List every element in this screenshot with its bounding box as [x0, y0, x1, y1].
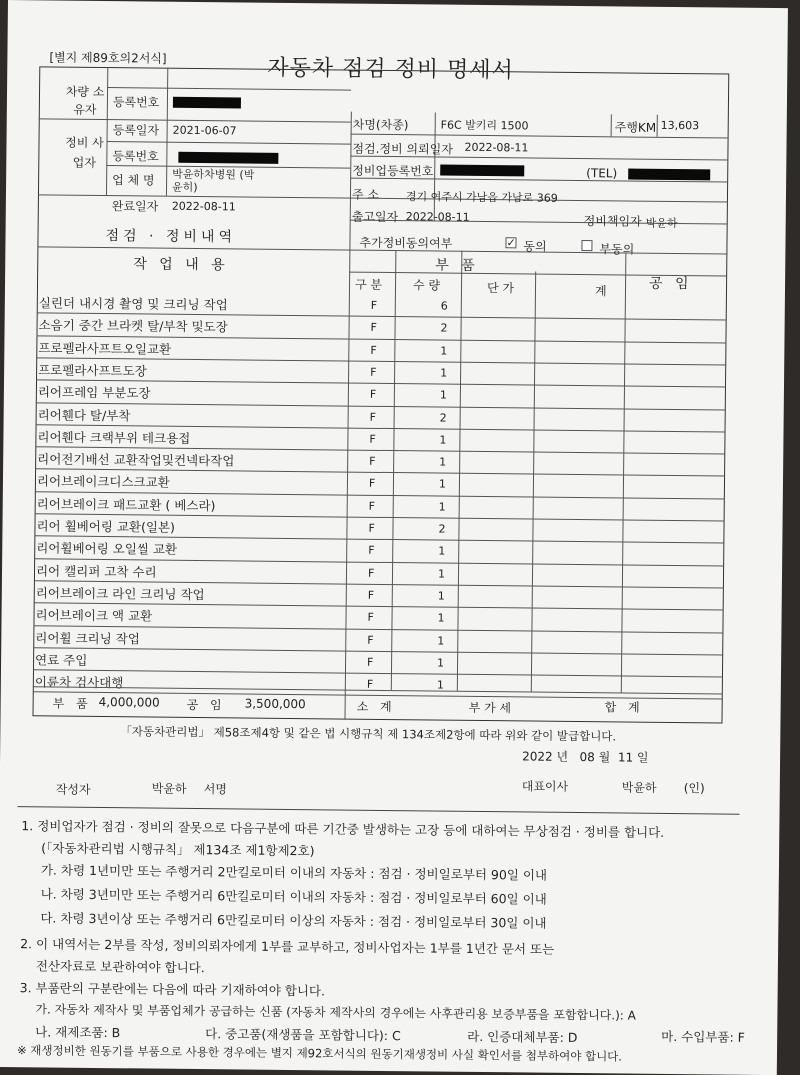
item-type: F: [370, 298, 378, 312]
item-qty: 6: [440, 299, 448, 313]
item-work: 리어 휠베어링 교환(일본): [36, 518, 176, 535]
note-1-a: 가. 차령 1년미만 또는 주행거리 2만킬로미터 이내의 자동차 : 점검 · 정비일로부터 90일 이내: [40, 862, 548, 883]
note-2-cont: 전산자료로 보관하여야 합니다.: [35, 958, 205, 976]
model-value: F6C 발키리 1500: [440, 118, 529, 133]
address-value: 경기 여주시 가남읍 가남로 369: [405, 190, 558, 205]
release-label: 출고일자: [351, 209, 399, 225]
year: 2022: [522, 749, 553, 764]
agree-label: 동의: [523, 239, 547, 254]
agree-checkbox[interactable]: ✓: [506, 236, 516, 250]
owner-section-label: 차량 소유자: [65, 84, 105, 117]
owner-reg-date-label: 등록일자: [112, 123, 160, 138]
item-type: F: [370, 343, 377, 357]
redaction-bar: [440, 165, 524, 177]
sign-label: 서명: [203, 782, 228, 797]
item-qty: 1: [439, 433, 447, 447]
month: 08: [579, 750, 595, 765]
item-type: F: [370, 321, 377, 335]
item-type: F: [368, 499, 376, 513]
col-type: 구 분: [354, 277, 383, 292]
item-type: F: [370, 365, 377, 379]
manager-label: 정비책임자: [583, 214, 642, 229]
item-type: F: [366, 677, 374, 691]
item-work: 프로펠라사프트오일교환: [38, 339, 172, 357]
item-qty: 2: [439, 411, 447, 425]
note-3-c: 다. 중고품(재생품을 포함합니다): C: [205, 1026, 401, 1044]
note-1-b: 나. 차령 3년미만 또는 주행거리 6만킬로미터 이내의 자동차 : 점검 · 정비일로부터 60일 이내: [40, 886, 547, 907]
biz-reg-label: 정비업등록번호: [352, 163, 434, 179]
item-qty: 1: [439, 388, 447, 402]
note-3-b: 나. 재제조품: B: [35, 1024, 121, 1041]
month-unit: 월: [598, 750, 611, 765]
seal-mark: (인): [683, 781, 705, 796]
item-work: 프로펠라사프트도장: [38, 362, 147, 379]
note-1-c: 다. 차령 3년이상 또는 주행거리 6만킬로미터 이상의 자동차 : 점검 · 정비일로부터 30일 이내: [40, 910, 547, 931]
note-1: 1. 정비업자가 점검 · 정비의 잘못으로 다음구분에 따른 기간중 발생하는 고장 등에 대하여는 무상점검 · 정비를 합니다.: [21, 818, 665, 840]
labor-heading: 공 임: [648, 275, 693, 293]
complete-value: 2022-08-11: [171, 199, 236, 214]
item-qty: 1: [437, 634, 445, 648]
total-labor-label: 공 임: [186, 697, 226, 713]
year-unit: 년: [556, 749, 569, 764]
owner-reg-no-label: 등록번호: [112, 95, 160, 110]
item-work: 리어브레이크 라인 크리닝 작업: [35, 585, 205, 602]
item-type: F: [367, 633, 374, 647]
item-work: 리어 캘리퍼 고착 수리: [35, 562, 157, 580]
extra-consent-label: 추가정비동의여부: [359, 235, 453, 251]
item-qty: 1: [437, 567, 446, 581]
author-name: 박윤하: [151, 781, 187, 796]
total-parts-value: 4,000,000: [98, 694, 160, 710]
day-unit: 일: [636, 750, 649, 765]
item-work: 리어전기배선 교환작업및컨넥타작업: [37, 451, 235, 469]
item-type: F: [367, 566, 375, 580]
item-work: 리어브레이크 패드교환 ( 베스라): [36, 496, 216, 513]
item-type: F: [368, 521, 375, 535]
owner-reg-date: 2021-06-07: [172, 123, 237, 138]
redaction-bar: [628, 169, 710, 181]
item-qty: 1: [438, 544, 446, 558]
legal-statement: 「자동차관리법」 제58조제4항 및 같은 법 시행규칙 제 134조제2항에 따라 위와 같이 발급합니다.: [120, 724, 617, 744]
inspection-heading: 점검 · 정비내역: [105, 228, 237, 246]
form-label: [별지 제89호의2서식]: [49, 50, 167, 66]
item-type: F: [367, 588, 375, 602]
item-work: 리어휠 크리닝 작업: [35, 629, 140, 646]
mileage-label: 주행KM: [614, 120, 657, 135]
col-unit: 단 가: [486, 281, 515, 296]
release-value: 2022-08-11: [405, 210, 470, 224]
item-work: 이륜차 검사대행: [34, 674, 124, 691]
col-total: 계: [594, 284, 607, 299]
item-qty: 1: [437, 611, 445, 625]
item-work: 소음기 중간 브라켓 탈/부착 및도장: [38, 317, 228, 335]
tel-label: (TEL): [586, 166, 618, 181]
vat-label: 부 가 세: [468, 700, 512, 716]
disagree-checkbox[interactable]: [581, 240, 592, 251]
model-label: 차명(차종): [352, 117, 409, 133]
note-3-e: 마. 수입부품: F: [661, 1028, 745, 1045]
note-3-a: 가. 자동차 제작사 및 부품업체가 공급하는 신품 (자동차 제작사의 경우에는 사후관리용 보증부품을 포함합니다.): A: [35, 1002, 636, 1023]
work-heading: 작 업 내 용: [133, 256, 229, 274]
item-type: F: [369, 410, 377, 424]
col-qty: 수 량: [412, 278, 441, 293]
item-qty: 2: [440, 321, 448, 335]
disagree-label: 부동의: [599, 242, 635, 257]
item-work: 리어프레임 부분도장: [37, 384, 151, 401]
document-title: 자동차 점검 정비 명세서: [267, 55, 514, 84]
note-star: ※ 재생정비한 원동기를 부품으로 사용한 경우에는 별지 제92호서식의 원동기재생정비 사실 확인서를 첨부하여야 합니다.: [16, 1043, 623, 1064]
shop-section-label: 정비 사업자: [65, 135, 104, 170]
note-3: 3. 부품란의 구분란에는 다음에 따라 기재하여야 합니다.: [19, 980, 326, 999]
parts-heading: 부 품: [435, 257, 479, 274]
item-qty: 1: [438, 500, 446, 514]
item-work: 리어휀다 크랙부위 테크용접: [37, 429, 191, 446]
item-type: F: [369, 387, 377, 402]
complete-label: 완료일자: [111, 199, 159, 214]
redaction-bar: [173, 97, 241, 109]
item-qty: 1: [440, 366, 448, 380]
total-parts-label: 부 품: [52, 696, 92, 711]
shop-reg-no-label: 등록번호: [112, 149, 159, 164]
item-work: 리어브레이크 액 교환: [35, 607, 153, 624]
subtotal-label: 소 계: [356, 699, 396, 715]
item-work: 리어브레이크디스크교환: [36, 473, 170, 491]
item-work: 리어휀다 탈/부착: [37, 406, 131, 423]
address-label: 주 소: [351, 187, 380, 202]
rep-name: 박윤하: [621, 780, 657, 795]
total-labor-value: 3,500,000: [244, 696, 306, 712]
rep-label: 대표이사: [521, 779, 569, 794]
item-type: F: [367, 655, 374, 669]
item-type: F: [367, 610, 374, 625]
issue-date: [522, 747, 649, 765]
request-value: 2022-08-11: [464, 140, 529, 155]
rule: [18, 806, 740, 815]
item-work: 리어휠베어링 오일씰 교환: [36, 540, 178, 558]
mileage-value: 13,603: [660, 118, 700, 133]
item-qty: 1: [440, 344, 448, 358]
item-type: F: [369, 454, 376, 468]
item-type: F: [368, 477, 376, 491]
item-work: 실린더 내시경 촬영 및 크리닝 작업: [38, 295, 228, 313]
item-qty: 1: [437, 656, 445, 670]
item-qty: 1: [439, 455, 447, 469]
business-value: 박윤하차병원 (박윤히): [171, 167, 255, 194]
sum-label: 합 계: [604, 700, 644, 715]
redaction-bar: [178, 152, 278, 164]
manager-value: 박윤하: [645, 216, 678, 231]
author-label: 작성자: [55, 782, 91, 797]
request-label: 점검.정비 의뢰일자: [352, 141, 453, 157]
item-qty: 1: [437, 589, 445, 603]
item-qty: 1: [436, 678, 444, 692]
item-qty: 2: [438, 522, 446, 536]
item-work: 연료 주입: [35, 652, 88, 668]
day: 11: [617, 750, 634, 765]
note-3-d: 라. 인증대체부품: D: [467, 1028, 578, 1046]
business-label: 업 체 명: [112, 173, 155, 188]
item-qty: 1: [438, 477, 447, 492]
item-type: F: [369, 432, 376, 446]
note-2: 2. 이 내역서는 2부를 작성, 정비의뢰자에게 1부를 교부하고, 정비사업자는 1부를 1년간 문서 또는: [20, 936, 555, 957]
item-type: F: [368, 544, 375, 558]
note-1-ref: (「자동차관리법 시행규칙」 제134조 제1항제2호): [41, 840, 315, 859]
